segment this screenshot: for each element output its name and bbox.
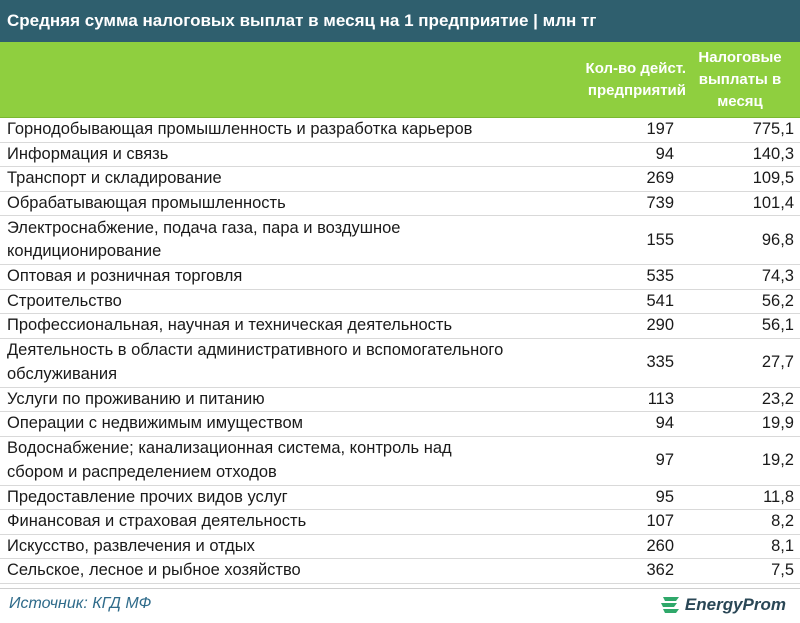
industry-name-line: Водоснабжение; канализационная система, контроль над (7, 439, 452, 457)
table-row (0, 437, 800, 486)
table-row (0, 192, 800, 217)
table-row (0, 314, 800, 339)
enterprise-count: 335 (646, 353, 674, 371)
monthly-tax-value: 96,8 (761, 230, 794, 249)
enterprise-count: 97 (655, 451, 674, 469)
enterprise-count: 94 (655, 414, 674, 433)
industry-name-line: Транспорт и складирование (7, 169, 222, 187)
industry-name (7, 486, 547, 510)
table-row (0, 118, 800, 143)
industry-name-line: кондиционирование (7, 242, 162, 260)
table-row (0, 339, 800, 388)
enterprise-count: 94 (655, 144, 674, 163)
table-title (0, 0, 800, 42)
enterprise-count: 541 (646, 291, 674, 310)
industry-name (7, 535, 547, 559)
industry-name (7, 217, 547, 264)
industry-name-line: Обрабатывающая промышленность (7, 193, 286, 212)
header-count (552, 42, 686, 118)
monthly-tax-value: 109,5 (752, 169, 794, 188)
table-row (0, 167, 800, 192)
header-tax (686, 42, 794, 118)
industry-name (7, 388, 547, 412)
industry-name (7, 437, 547, 484)
industry-name (7, 412, 547, 436)
monthly-tax-value: 775,1 (752, 120, 794, 139)
industry-name (7, 167, 547, 191)
brand-logo (659, 595, 786, 615)
monthly-tax-value: 8,2 (771, 512, 794, 531)
monthly-tax-value: 101,4 (752, 193, 794, 212)
table-row (0, 216, 800, 265)
industry-name-line: Профессиональная, научная и техническая деятельность (7, 316, 453, 334)
enterprise-count: 95 (655, 487, 674, 506)
industry-name (7, 559, 547, 583)
industry-name-line: сбором и распределением отходов (7, 462, 277, 481)
industry-name (7, 314, 547, 338)
enterprise-count: 155 (646, 230, 674, 249)
industry-name (7, 290, 547, 314)
enterprise-count: 197 (646, 120, 674, 139)
title-text: Средняя сумма налоговых выплат в месяц на 1 предприятие | млн тг (7, 11, 597, 30)
industry-name-line: Деятельность в области административного и вспомогательного (7, 341, 504, 359)
table-row (0, 265, 800, 290)
table-row (0, 559, 800, 584)
industry-name-line: Строительство (7, 291, 122, 310)
industry-name (7, 339, 547, 386)
monthly-tax-value: 11,8 (763, 487, 794, 506)
header-tax-line: выплаты в (698, 71, 782, 88)
enterprise-count: 260 (646, 536, 674, 555)
source-note: Источник: КГД МФ (9, 595, 152, 612)
enterprise-count: 113 (647, 389, 674, 408)
header-count-line: Кол-во дейст. (585, 60, 686, 77)
enterprise-count: 739 (646, 193, 674, 212)
monthly-tax-value: 23,2 (761, 389, 794, 408)
table-row (0, 143, 800, 168)
table-row (0, 412, 800, 437)
industry-name-line: Предоставление прочих видов услуг (7, 487, 288, 506)
monthly-tax-value: 56,1 (761, 316, 794, 335)
table-row (0, 486, 800, 511)
industry-name (7, 118, 547, 142)
energyprom-logo-icon (659, 595, 681, 615)
enterprise-count: 290 (646, 316, 674, 335)
monthly-tax-value: 27,7 (761, 353, 794, 371)
monthly-tax-value: 74,3 (761, 267, 794, 286)
enterprise-count: 269 (646, 169, 674, 188)
industry-name-line: Электроснабжение, подача газа, пара и воздушное (7, 218, 401, 237)
industry-name (7, 143, 547, 167)
industry-name-line: Услуги по проживанию и питанию (7, 389, 265, 408)
logo-text: EnergyProm (684, 595, 786, 614)
table-row (0, 535, 800, 560)
industry-name-line: Операции с недвижимым имуществом (7, 414, 303, 432)
monthly-tax-value: 7,5 (771, 561, 794, 580)
enterprise-count: 535 (646, 267, 674, 286)
industry-name-line: Финансовая и страховая деятельность (7, 512, 307, 530)
table-row (0, 510, 800, 535)
monthly-tax-value: 140,3 (752, 144, 794, 163)
industry-name-line: Сельское, лесное и рыбное хозяйство (7, 561, 301, 579)
industry-name-line: Искусство, развлечения и отдых (7, 536, 255, 555)
industry-name (7, 192, 547, 216)
table-header (0, 42, 800, 118)
monthly-tax-value: 8,1 (771, 536, 794, 555)
table-row (0, 290, 800, 315)
header-tax-line: Налоговые (698, 49, 782, 66)
industry-name-line: обслуживания (7, 364, 118, 383)
enterprise-count: 107 (646, 512, 674, 531)
table-row (0, 388, 800, 413)
table-body (0, 118, 800, 584)
footer (0, 588, 800, 623)
header-tax-line: месяц (717, 93, 763, 110)
industry-name (7, 265, 547, 289)
header-count-line: предприятий (587, 82, 686, 99)
industry-name (7, 510, 547, 534)
monthly-tax-value: 56,2 (761, 291, 794, 310)
monthly-tax-value: 19,2 (761, 451, 794, 469)
industry-name-line: Оптовая и розничная торговля (7, 267, 243, 285)
monthly-tax-value: 19,9 (761, 414, 794, 433)
industry-name-line: Информация и связь (7, 144, 169, 163)
enterprise-count: 362 (646, 561, 674, 580)
industry-name-line: Горнодобывающая промышленность и разработка карьеров (7, 120, 473, 138)
